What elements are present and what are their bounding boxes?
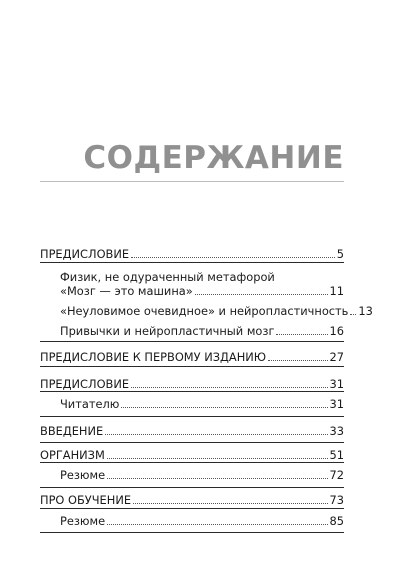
toc-entry-organism[interactable] bbox=[40, 448, 344, 462]
toc-entry-label: ПРЕДИСЛОВИЕ К ПЕРВОМУ ИЗДАНИЮ bbox=[40, 350, 267, 364]
dot-leader bbox=[131, 387, 327, 388]
separator bbox=[40, 416, 344, 417]
toc-entry-page: 72 bbox=[329, 468, 344, 482]
separator bbox=[40, 508, 344, 509]
separator bbox=[40, 487, 344, 488]
toc-entry-page: 73 bbox=[329, 493, 344, 507]
separator bbox=[40, 532, 344, 533]
dot-leader bbox=[107, 478, 327, 479]
toc-entry-page: 11 bbox=[329, 284, 344, 298]
title-rule bbox=[40, 181, 344, 182]
separator bbox=[40, 462, 344, 463]
toc-entry-summary-2[interactable] bbox=[60, 514, 344, 528]
toc-entry-page: 27 bbox=[329, 350, 344, 364]
separator bbox=[40, 341, 344, 342]
toc-entry-page: 31 bbox=[329, 377, 344, 391]
dot-leader bbox=[107, 458, 328, 459]
separator bbox=[40, 442, 344, 443]
toc-entry-label: ПРО ОБУЧЕНИЕ bbox=[40, 493, 132, 507]
toc-entry-label: ПРЕДИСЛОВИЕ bbox=[40, 377, 130, 391]
toc-entry-summary-1[interactable] bbox=[60, 468, 344, 482]
toc-entry-elusive-obvious[interactable] bbox=[60, 304, 373, 318]
dot-leader bbox=[133, 503, 327, 504]
toc-title: СОДЕРЖАНИЕ bbox=[83, 140, 344, 176]
toc-entry-label: ПРЕДИСЛОВИЕ bbox=[40, 247, 130, 261]
dot-leader bbox=[350, 314, 356, 315]
toc-entry-to-reader[interactable] bbox=[60, 397, 344, 411]
toc-entry-page: 51 bbox=[329, 448, 344, 462]
toc-entry-preface-2[interactable] bbox=[40, 377, 344, 391]
toc-entry-introduction[interactable] bbox=[40, 424, 344, 438]
separator bbox=[40, 391, 344, 392]
toc-entry-label: «Мозг — это машина» bbox=[60, 284, 193, 298]
toc-entry-label: «Неуловимое очевидное» и нейропластичность bbox=[60, 304, 349, 318]
dot-leader bbox=[268, 360, 327, 361]
toc-entry-label: Резюме bbox=[60, 514, 106, 528]
separator bbox=[40, 366, 344, 367]
toc-entry-page: 5 bbox=[336, 247, 344, 261]
dot-leader bbox=[105, 434, 327, 435]
toc-entry-label: ОРГАНИЗМ bbox=[40, 448, 105, 462]
toc-entry-page: 16 bbox=[329, 324, 344, 338]
dot-leader bbox=[121, 407, 327, 408]
toc-entry-page: 13 bbox=[358, 304, 373, 318]
toc-entry-page: 85 bbox=[329, 514, 344, 528]
dot-leader bbox=[131, 257, 335, 258]
dot-leader bbox=[107, 524, 327, 525]
toc-entry-label: ВВЕДЕНИЕ bbox=[40, 424, 104, 438]
toc-entry-habits[interactable] bbox=[60, 324, 344, 338]
separator bbox=[40, 262, 344, 263]
toc-entry-label: Привычки и нейропластичный мозг bbox=[60, 324, 275, 338]
toc-entry-label: Читателю bbox=[60, 397, 120, 411]
toc-entry-page: 33 bbox=[329, 424, 344, 438]
toc-entry-about-learning[interactable] bbox=[40, 493, 344, 507]
dot-leader bbox=[195, 294, 328, 295]
toc-entry-preface[interactable] bbox=[40, 247, 344, 261]
toc-entry-physicist[interactable] bbox=[60, 284, 344, 298]
toc-entry-first-edition-preface[interactable] bbox=[40, 350, 344, 364]
toc-entry-page: 31 bbox=[329, 397, 344, 411]
toc-entry-label: Резюме bbox=[60, 468, 106, 482]
dot-leader bbox=[276, 334, 327, 335]
toc-entry-label-line1: Физик, не одураченный метафорой bbox=[60, 270, 275, 284]
